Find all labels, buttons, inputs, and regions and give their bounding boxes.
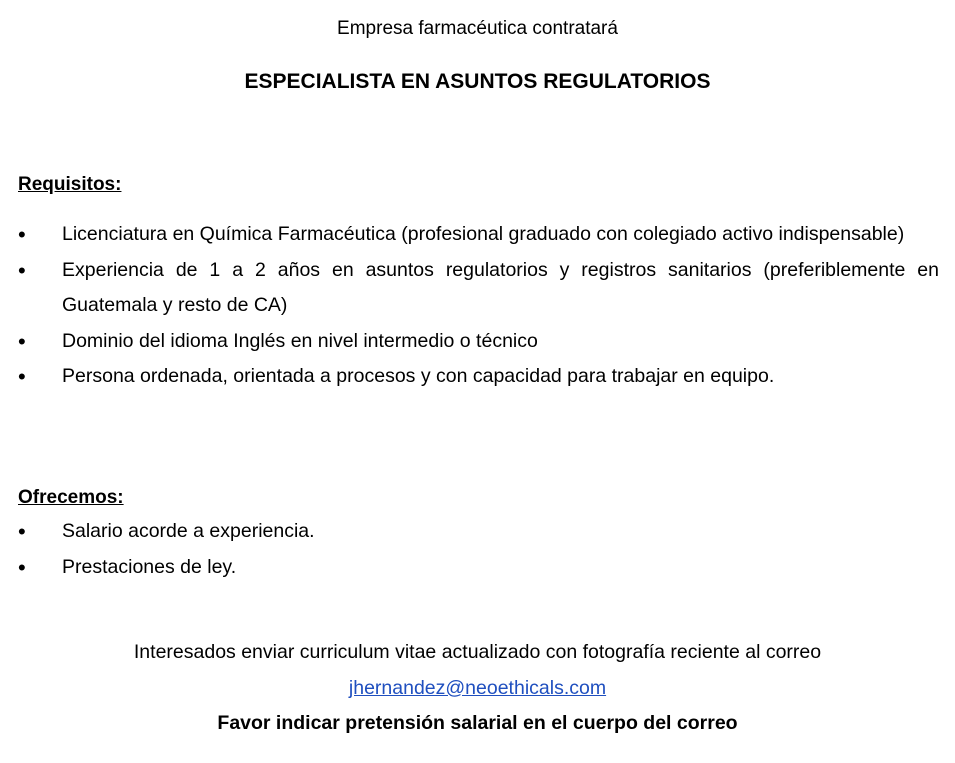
offers-heading: Ofrecemos:	[18, 487, 124, 508]
email-link[interactable]: jhernandez@neoethicals.com	[348, 677, 607, 699]
offers-list	[18, 514, 939, 585]
list-item	[18, 514, 939, 550]
requirement-text: Experiencia de 1 a 2 años en asuntos regulatorios y registros sanitarios (preferiblemente en Guatemala y resto de CA)	[62, 258, 939, 316]
requirement-text: Dominio del idioma Inglés en nivel intermedio o técnico	[62, 329, 538, 352]
salary-note: Favor indicar pretensión salarial en el cuerpo del correo	[217, 712, 738, 734]
requirements-list	[18, 217, 939, 395]
bullet-icon: •	[18, 257, 26, 283]
offer-text: Prestaciones de ley.	[62, 555, 237, 578]
bullet-icon: •	[18, 364, 26, 389]
list-item	[18, 217, 939, 253]
intro-text: Empresa farmacéutica contratará	[337, 18, 618, 39]
requirement-text: Persona ordenada, orientada a procesos y con capacidad para trabajar en equipo.	[62, 365, 775, 387]
requirements-heading: Requisitos:	[18, 174, 122, 195]
contact-email-row	[0, 674, 955, 702]
contact-instruction: Interesados enviar curriculum vitae actualizado con fotografía reciente al correo	[133, 641, 822, 663]
list-item	[18, 359, 939, 395]
bullet-icon: •	[18, 554, 26, 580]
bullet-icon: •	[18, 519, 26, 544]
list-item	[18, 550, 939, 586]
job-title: ESPECIALISTA EN ASUNTOS REGULATORIOS	[244, 70, 711, 93]
requirement-text: Licenciatura en Química Farmacéutica (profesional graduado con colegiado activo indispensable)	[62, 223, 905, 245]
list-item	[18, 324, 939, 360]
list-item	[18, 253, 939, 324]
bullet-icon: •	[18, 328, 26, 354]
bullet-icon: •	[18, 222, 26, 247]
offer-text: Salario acorde a experiencia.	[62, 520, 315, 542]
